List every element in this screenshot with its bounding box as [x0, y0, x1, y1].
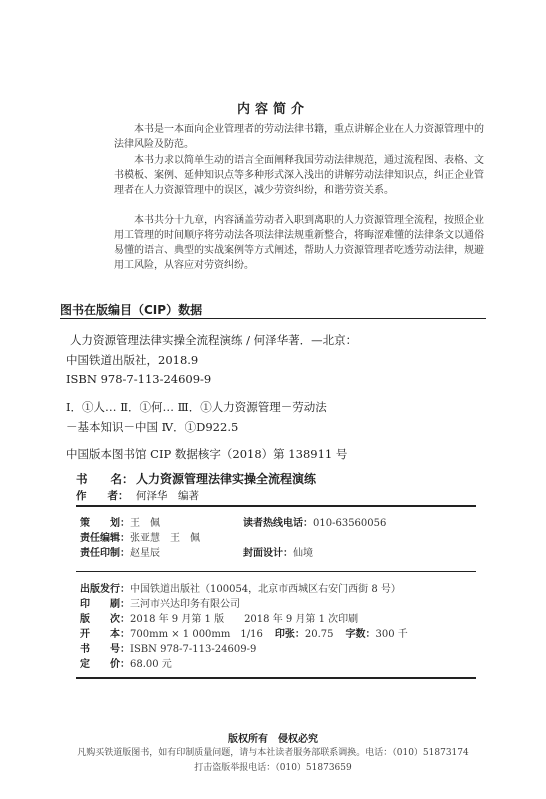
price-key: 定 价：	[80, 659, 130, 670]
intro-title: 内容简介	[236, 102, 309, 117]
words: 300 千	[375, 629, 408, 640]
intro-paragraph-1: 本书是一本面向企业管理者的劳动法律书籍，重点讲解企业在人力资源管理中的法律风险及防范。	[114, 124, 484, 150]
format: 700mm × 1 000mm 1/16	[130, 629, 263, 640]
cover-key: 封面设计：	[243, 548, 293, 559]
staff-rule	[76, 571, 476, 572]
printing-row	[80, 544, 160, 559]
piracy-notice: 打击盗版举报电话：（010）51873659	[194, 763, 352, 773]
planner: 王 佩	[130, 518, 160, 529]
edition: 2018 年 9 月第 1 版 2018 年 9 月第 1 次印刷	[130, 614, 359, 625]
isbn: ISBN 978-7-113-24609-9	[130, 644, 257, 655]
sheets-key: 印张：	[274, 629, 305, 640]
printing-key: 责任印制：	[80, 548, 130, 559]
printer-key: 印 刷：	[80, 599, 130, 610]
cip-line-classification-cont: －基本知识－中国 Ⅳ．①D922.5	[66, 420, 239, 434]
editor: 张亚慧 王 佩	[130, 533, 200, 544]
intro-paragraph-3: 本书共分十九章，内容涵盖劳动者入职到离职的人力资源管理全流程，按照企业用工管理的时间顺序将劳动法各项法律法规重新整合，将晦涩难懂的法律条文以通俗易懂的语言、典型的实战案例等方式阐述，帮助人力资源管理者吃透劳动法律，规避用工风险，从容应对劳资纠纷。	[114, 215, 484, 271]
printer: 三河市兴达印务有限公司	[130, 599, 240, 610]
cip-top-rule	[60, 318, 486, 319]
price-row	[80, 655, 172, 670]
intro-paragraph-2: 本书力求以简单生动的语言全面阐释我国劳动法律规范，通过流程图、表格、文书模板、案例、延伸知识点等多种形式深入浅出的讲解劳动法律知识点，纠正企业管理者在人力资源管理中的误区，减少劳资纠纷，和谐劳资关系。	[114, 155, 484, 196]
cip-title: 图书在版编目（CIP）数据	[60, 303, 203, 317]
quality-notice: 凡购买铁道版图书，如有印制质量问题，请与本社读者服务部联系调换。电话：（010）51873174	[77, 748, 469, 758]
editor-key: 责任编辑：	[80, 533, 130, 544]
book-author-key: 作 者：	[76, 490, 129, 502]
planner-key: 策 划：	[80, 518, 130, 529]
cip-line-title: 人力资源管理法律实操全流程演练 / 何泽华著．—北京：	[70, 333, 358, 347]
cover: 仙境	[293, 548, 313, 559]
book-name: 人力资源管理法律实操全流程演练	[136, 472, 317, 486]
cip-line-classification: Ⅰ．①人… Ⅱ．①何… Ⅲ．①人力资源管理－劳动法	[66, 400, 327, 414]
printing: 赵星辰	[130, 548, 160, 559]
words-key: 字数：	[345, 629, 376, 640]
publisher-row	[80, 580, 401, 595]
cip-line-publisher: 中国铁道出版社，2018.9	[66, 353, 199, 367]
edition-key: 版 次：	[80, 614, 130, 625]
hotline-key: 读者热线电话：	[243, 518, 313, 529]
publisher: 中国铁道出版社（100054，北京市西城区右安门西街 8 号）	[130, 584, 401, 595]
edition-row	[80, 610, 358, 625]
hotline-row	[243, 514, 386, 529]
book-author-row	[76, 488, 199, 503]
book-name-row	[76, 470, 316, 487]
cip-line-isbn: ISBN 978-7-113-24609-9	[66, 372, 212, 386]
book-name-key: 书 名：	[76, 472, 134, 486]
editor-row	[80, 529, 200, 544]
format-key: 开 本：	[80, 629, 130, 640]
copyright-notice: 版权所有 侵权必究	[228, 734, 318, 745]
hotline: 010-63560056	[313, 518, 387, 529]
printer-row	[80, 595, 240, 610]
book-author: 何泽华 编著	[136, 490, 199, 502]
cip-line-record-number: 中国版本图书馆 CIP 数据核字（2018）第 138911 号	[66, 447, 348, 461]
cover-row	[243, 544, 313, 559]
isbn-row	[80, 640, 256, 655]
sheets: 20.75	[304, 629, 334, 640]
isbn-key: 书 号：	[80, 644, 130, 655]
book-rule	[76, 505, 476, 507]
price: 68.00 元	[130, 659, 172, 670]
format-row	[80, 625, 408, 640]
pub-rule	[76, 677, 476, 679]
publisher-key: 出版发行：	[80, 584, 130, 595]
planner-row	[80, 514, 160, 529]
